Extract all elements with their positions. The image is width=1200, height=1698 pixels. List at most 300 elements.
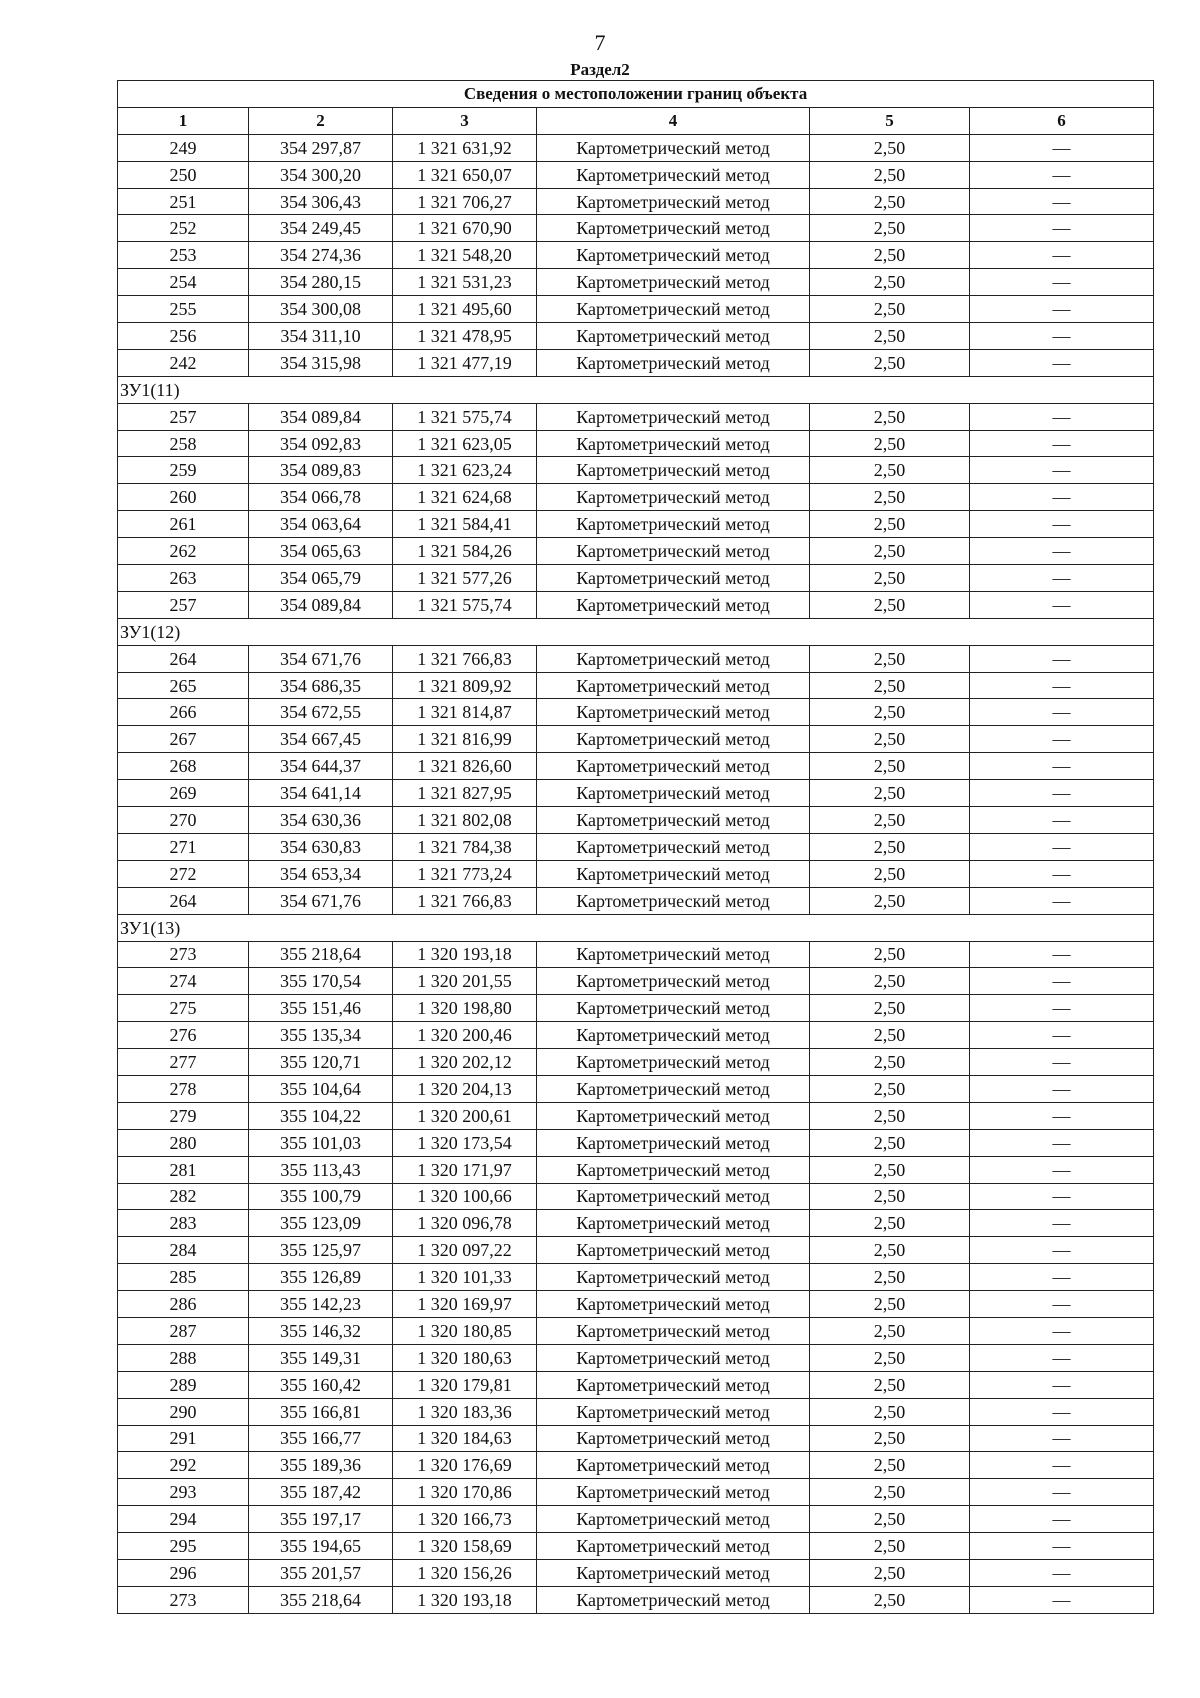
x-coordinate-cell: 354 063,64: [249, 511, 393, 538]
y-coordinate-cell: 1 320 193,18: [393, 941, 537, 968]
y-coordinate-cell: 1 321 766,83: [393, 645, 537, 672]
column-header: 2: [249, 107, 393, 134]
y-coordinate-cell: 1 320 097,22: [393, 1237, 537, 1264]
note-cell: —: [970, 134, 1154, 161]
page-number: 7: [594, 30, 606, 55]
note-cell: —: [970, 1264, 1154, 1291]
point-number-cell: 264: [118, 887, 249, 914]
y-coordinate-cell: 1 321 623,05: [393, 430, 537, 457]
method-cell: Картометрический метод: [537, 860, 810, 887]
table-row: [118, 1264, 1154, 1291]
method-cell: Картометрический метод: [537, 1022, 810, 1049]
column-header: 3: [393, 107, 537, 134]
table-row: [118, 215, 1154, 242]
accuracy-cell: 2,50: [810, 995, 970, 1022]
accuracy-cell: 2,50: [810, 1559, 970, 1586]
x-coordinate-cell: 354 630,83: [249, 833, 393, 860]
table-row: [118, 753, 1154, 780]
x-coordinate-cell: 354 672,55: [249, 699, 393, 726]
column-header: 1: [118, 107, 249, 134]
x-coordinate-cell: 354 667,45: [249, 726, 393, 753]
point-number-cell: 263: [118, 565, 249, 592]
point-number-cell: 286: [118, 1291, 249, 1318]
point-number-cell: 269: [118, 780, 249, 807]
y-coordinate-cell: 1 321 766,83: [393, 887, 537, 914]
y-coordinate-cell: 1 321 624,68: [393, 484, 537, 511]
point-number-cell: 275: [118, 995, 249, 1022]
point-number-cell: 287: [118, 1317, 249, 1344]
method-cell: Картометрический метод: [537, 1452, 810, 1479]
y-coordinate-cell: 1 321 577,26: [393, 565, 537, 592]
accuracy-cell: 2,50: [810, 941, 970, 968]
x-coordinate-cell: 355 166,77: [249, 1425, 393, 1452]
accuracy-cell: 2,50: [810, 296, 970, 323]
accuracy-cell: 2,50: [810, 1371, 970, 1398]
accuracy-cell: 2,50: [810, 1479, 970, 1506]
method-cell: Картометрический метод: [537, 887, 810, 914]
accuracy-cell: 2,50: [810, 726, 970, 753]
method-cell: Картометрический метод: [537, 457, 810, 484]
note-cell: —: [970, 538, 1154, 565]
point-number-cell: 277: [118, 1049, 249, 1076]
point-number-cell: 279: [118, 1102, 249, 1129]
note-cell: —: [970, 323, 1154, 350]
method-cell: Картометрический метод: [537, 1291, 810, 1318]
method-cell: Картометрический метод: [537, 538, 810, 565]
table-row: [118, 1371, 1154, 1398]
point-number-cell: 284: [118, 1237, 249, 1264]
point-number-cell: 255: [118, 296, 249, 323]
method-cell: Картометрический метод: [537, 753, 810, 780]
note-cell: —: [970, 780, 1154, 807]
y-coordinate-cell: 1 320 176,69: [393, 1452, 537, 1479]
method-cell: Картометрический метод: [537, 1049, 810, 1076]
x-coordinate-cell: 355 151,46: [249, 995, 393, 1022]
method-cell: Картометрический метод: [537, 1533, 810, 1560]
accuracy-cell: 2,50: [810, 430, 970, 457]
x-coordinate-cell: 354 671,76: [249, 645, 393, 672]
note-cell: —: [970, 484, 1154, 511]
x-coordinate-cell: 354 686,35: [249, 672, 393, 699]
note-cell: —: [970, 1398, 1154, 1425]
accuracy-cell: 2,50: [810, 1398, 970, 1425]
y-coordinate-cell: 1 320 204,13: [393, 1075, 537, 1102]
accuracy-cell: 2,50: [810, 1586, 970, 1613]
accuracy-cell: 2,50: [810, 1425, 970, 1452]
y-coordinate-cell: 1 321 816,99: [393, 726, 537, 753]
method-cell: Картометрический метод: [537, 1317, 810, 1344]
note-cell: —: [970, 296, 1154, 323]
table-row: [118, 1506, 1154, 1533]
method-cell: Картометрический метод: [537, 1344, 810, 1371]
y-coordinate-cell: 1 320 202,12: [393, 1049, 537, 1076]
y-coordinate-cell: 1 320 200,61: [393, 1102, 537, 1129]
y-coordinate-cell: 1 321 623,24: [393, 457, 537, 484]
method-cell: Картометрический метод: [537, 242, 810, 269]
y-coordinate-cell: 1 320 169,97: [393, 1291, 537, 1318]
note-cell: —: [970, 242, 1154, 269]
point-number-cell: 270: [118, 807, 249, 834]
table-row: [118, 645, 1154, 672]
y-coordinate-cell: 1 320 183,36: [393, 1398, 537, 1425]
table-row: [118, 1586, 1154, 1613]
x-coordinate-cell: 355 104,64: [249, 1075, 393, 1102]
x-coordinate-cell: 355 125,97: [249, 1237, 393, 1264]
x-coordinate-cell: 355 194,65: [249, 1533, 393, 1560]
table-row: [118, 1317, 1154, 1344]
note-cell: —: [970, 699, 1154, 726]
point-number-cell: 290: [118, 1398, 249, 1425]
y-coordinate-cell: 1 320 158,69: [393, 1533, 537, 1560]
y-coordinate-cell: 1 320 101,33: [393, 1264, 537, 1291]
table-row: [118, 1533, 1154, 1560]
accuracy-cell: 2,50: [810, 1102, 970, 1129]
accuracy-cell: 2,50: [810, 807, 970, 834]
x-coordinate-cell: 354 066,78: [249, 484, 393, 511]
point-number-cell: 266: [118, 699, 249, 726]
x-coordinate-cell: 355 160,42: [249, 1371, 393, 1398]
y-coordinate-cell: 1 320 100,66: [393, 1183, 537, 1210]
point-number-cell: 296: [118, 1559, 249, 1586]
x-coordinate-cell: 354 249,45: [249, 215, 393, 242]
note-cell: —: [970, 1586, 1154, 1613]
accuracy-cell: 2,50: [810, 538, 970, 565]
table-row: [118, 1452, 1154, 1479]
point-number-cell: 264: [118, 645, 249, 672]
table-row: [118, 242, 1154, 269]
note-cell: —: [970, 269, 1154, 296]
accuracy-cell: 2,50: [810, 1129, 970, 1156]
point-number-cell: 292: [118, 1452, 249, 1479]
method-cell: Картометрический метод: [537, 1425, 810, 1452]
x-coordinate-cell: 355 101,03: [249, 1129, 393, 1156]
table-caption-row: [118, 81, 1154, 108]
table-row: [118, 941, 1154, 968]
y-coordinate-cell: 1 320 096,78: [393, 1210, 537, 1237]
method-cell: Картометрический метод: [537, 349, 810, 376]
y-coordinate-cell: 1 320 173,54: [393, 1129, 537, 1156]
accuracy-cell: 2,50: [810, 1183, 970, 1210]
table-row: [118, 1210, 1154, 1237]
y-coordinate-cell: 1 321 826,60: [393, 753, 537, 780]
method-cell: Картометрический метод: [537, 807, 810, 834]
y-coordinate-cell: 1 321 814,87: [393, 699, 537, 726]
point-number-cell: 295: [118, 1533, 249, 1560]
point-number-cell: 260: [118, 484, 249, 511]
point-number-cell: 261: [118, 511, 249, 538]
table-row: [118, 1156, 1154, 1183]
note-cell: —: [970, 753, 1154, 780]
table-row: [118, 699, 1154, 726]
table-row: [118, 968, 1154, 995]
accuracy-cell: 2,50: [810, 242, 970, 269]
land-plot-label: ЗУ1(13): [118, 914, 1154, 941]
note-cell: —: [970, 1156, 1154, 1183]
note-cell: —: [970, 1291, 1154, 1318]
note-cell: —: [970, 726, 1154, 753]
note-cell: —: [970, 887, 1154, 914]
method-cell: Картометрический метод: [537, 323, 810, 350]
x-coordinate-cell: 355 189,36: [249, 1452, 393, 1479]
table-row: [118, 134, 1154, 161]
x-coordinate-cell: 355 187,42: [249, 1479, 393, 1506]
point-number-cell: 274: [118, 968, 249, 995]
method-cell: Картометрический метод: [537, 1264, 810, 1291]
x-coordinate-cell: 355 166,81: [249, 1398, 393, 1425]
y-coordinate-cell: 1 321 575,74: [393, 403, 537, 430]
accuracy-cell: 2,50: [810, 188, 970, 215]
point-number-cell: 259: [118, 457, 249, 484]
point-number-cell: 258: [118, 430, 249, 457]
table-row: [118, 161, 1154, 188]
x-coordinate-cell: 354 644,37: [249, 753, 393, 780]
table-row: [118, 672, 1154, 699]
table-row: [118, 349, 1154, 376]
accuracy-cell: 2,50: [810, 269, 970, 296]
accuracy-cell: 2,50: [810, 699, 970, 726]
y-coordinate-cell: 1 320 179,81: [393, 1371, 537, 1398]
method-cell: Картометрический метод: [537, 1210, 810, 1237]
accuracy-cell: 2,50: [810, 1317, 970, 1344]
note-cell: —: [970, 1129, 1154, 1156]
method-cell: Картометрический метод: [537, 511, 810, 538]
y-coordinate-cell: 1 320 184,63: [393, 1425, 537, 1452]
y-coordinate-cell: 1 321 477,19: [393, 349, 537, 376]
group-header-row: [118, 618, 1154, 645]
land-plot-label: ЗУ1(12): [118, 618, 1154, 645]
point-number-cell: 267: [118, 726, 249, 753]
method-cell: Картометрический метод: [537, 1075, 810, 1102]
table-row: [118, 565, 1154, 592]
note-cell: —: [970, 1210, 1154, 1237]
x-coordinate-cell: 354 089,83: [249, 457, 393, 484]
table-row: [118, 887, 1154, 914]
table-row: [118, 1102, 1154, 1129]
group-header-row: [118, 914, 1154, 941]
table-row: [118, 780, 1154, 807]
method-cell: Картометрический метод: [537, 699, 810, 726]
point-number-cell: 257: [118, 403, 249, 430]
y-coordinate-cell: 1 321 575,74: [393, 591, 537, 618]
note-cell: —: [970, 968, 1154, 995]
point-number-cell: 254: [118, 269, 249, 296]
method-cell: Картометрический метод: [537, 941, 810, 968]
y-coordinate-cell: 1 321 773,24: [393, 860, 537, 887]
note-cell: —: [970, 1506, 1154, 1533]
point-number-cell: 293: [118, 1479, 249, 1506]
accuracy-cell: 2,50: [810, 860, 970, 887]
table-row: [118, 1237, 1154, 1264]
table-row: [118, 1398, 1154, 1425]
point-number-cell: 291: [118, 1425, 249, 1452]
table-row: [118, 188, 1154, 215]
x-coordinate-cell: 354 274,36: [249, 242, 393, 269]
method-cell: Картометрический метод: [537, 215, 810, 242]
accuracy-cell: 2,50: [810, 1022, 970, 1049]
method-cell: Картометрический метод: [537, 1156, 810, 1183]
method-cell: Картометрический метод: [537, 833, 810, 860]
x-coordinate-cell: 354 641,14: [249, 780, 393, 807]
accuracy-cell: 2,50: [810, 1049, 970, 1076]
accuracy-cell: 2,50: [810, 1156, 970, 1183]
y-coordinate-cell: 1 321 584,26: [393, 538, 537, 565]
y-coordinate-cell: 1 321 650,07: [393, 161, 537, 188]
method-cell: Картометрический метод: [537, 1506, 810, 1533]
table-row: [118, 403, 1154, 430]
x-coordinate-cell: 354 297,87: [249, 134, 393, 161]
x-coordinate-cell: 354 300,20: [249, 161, 393, 188]
table-row: [118, 296, 1154, 323]
x-coordinate-cell: 354 300,08: [249, 296, 393, 323]
accuracy-cell: 2,50: [810, 753, 970, 780]
accuracy-cell: 2,50: [810, 887, 970, 914]
x-coordinate-cell: 354 065,63: [249, 538, 393, 565]
table-row: [118, 484, 1154, 511]
table-caption: Сведения о местоположении границ объекта: [118, 81, 1154, 108]
point-number-cell: 256: [118, 323, 249, 350]
note-cell: —: [970, 215, 1154, 242]
note-cell: —: [970, 833, 1154, 860]
accuracy-cell: 2,50: [810, 484, 970, 511]
table-row: [118, 726, 1154, 753]
accuracy-cell: 2,50: [810, 1344, 970, 1371]
accuracy-cell: 2,50: [810, 1291, 970, 1318]
table-body: [118, 134, 1154, 1613]
y-coordinate-cell: 1 320 166,73: [393, 1506, 537, 1533]
method-cell: Картометрический метод: [537, 430, 810, 457]
method-cell: Картометрический метод: [537, 1102, 810, 1129]
table-row: [118, 995, 1154, 1022]
table-row: [118, 591, 1154, 618]
point-number-cell: 262: [118, 538, 249, 565]
point-number-cell: 257: [118, 591, 249, 618]
y-coordinate-cell: 1 321 478,95: [393, 323, 537, 350]
column-header: 4: [537, 107, 810, 134]
x-coordinate-cell: 354 089,84: [249, 591, 393, 618]
method-cell: Картометрический метод: [537, 672, 810, 699]
method-cell: Картометрический метод: [537, 188, 810, 215]
note-cell: —: [970, 1102, 1154, 1129]
note-cell: —: [970, 1533, 1154, 1560]
x-coordinate-cell: 355 100,79: [249, 1183, 393, 1210]
y-coordinate-cell: 1 321 531,23: [393, 269, 537, 296]
accuracy-cell: 2,50: [810, 349, 970, 376]
method-cell: Картометрический метод: [537, 726, 810, 753]
accuracy-cell: 2,50: [810, 215, 970, 242]
method-cell: Картометрический метод: [537, 1237, 810, 1264]
accuracy-cell: 2,50: [810, 134, 970, 161]
method-cell: Картометрический метод: [537, 645, 810, 672]
table-row: [118, 1049, 1154, 1076]
note-cell: —: [970, 1452, 1154, 1479]
table-row: [118, 1183, 1154, 1210]
boundary-coordinates-table: [117, 80, 1154, 1614]
x-coordinate-cell: 355 218,64: [249, 1586, 393, 1613]
note-cell: —: [970, 1425, 1154, 1452]
point-number-cell: 253: [118, 242, 249, 269]
method-cell: Картометрический метод: [537, 565, 810, 592]
note-cell: —: [970, 995, 1154, 1022]
accuracy-cell: 2,50: [810, 1452, 970, 1479]
table-row: [118, 1022, 1154, 1049]
note-cell: —: [970, 1022, 1154, 1049]
point-number-cell: 272: [118, 860, 249, 887]
note-cell: —: [970, 565, 1154, 592]
note-cell: —: [970, 349, 1154, 376]
accuracy-cell: 2,50: [810, 323, 970, 350]
table-row: [118, 430, 1154, 457]
table-row: [118, 1425, 1154, 1452]
y-coordinate-cell: 1 320 180,63: [393, 1344, 537, 1371]
group-header-row: [118, 376, 1154, 403]
y-coordinate-cell: 1 320 156,26: [393, 1559, 537, 1586]
x-coordinate-cell: 354 092,83: [249, 430, 393, 457]
table-row: [118, 1129, 1154, 1156]
x-coordinate-cell: 355 123,09: [249, 1210, 393, 1237]
note-cell: —: [970, 1479, 1154, 1506]
x-coordinate-cell: 354 311,10: [249, 323, 393, 350]
y-coordinate-cell: 1 321 809,92: [393, 672, 537, 699]
table-row: [118, 833, 1154, 860]
accuracy-cell: 2,50: [810, 1533, 970, 1560]
point-number-cell: 289: [118, 1371, 249, 1398]
accuracy-cell: 2,50: [810, 161, 970, 188]
point-number-cell: 280: [118, 1129, 249, 1156]
note-cell: —: [970, 1237, 1154, 1264]
table-row: [118, 1075, 1154, 1102]
table-row: [118, 860, 1154, 887]
table-row: [118, 269, 1154, 296]
x-coordinate-cell: 354 065,79: [249, 565, 393, 592]
method-cell: Картометрический метод: [537, 403, 810, 430]
method-cell: Картометрический метод: [537, 968, 810, 995]
column-number-row: [118, 107, 1154, 134]
y-coordinate-cell: 1 320 201,55: [393, 968, 537, 995]
point-number-cell: 283: [118, 1210, 249, 1237]
method-cell: Картометрический метод: [537, 1398, 810, 1425]
note-cell: —: [970, 403, 1154, 430]
point-number-cell: 242: [118, 349, 249, 376]
method-cell: Картометрический метод: [537, 296, 810, 323]
table-row: [118, 1291, 1154, 1318]
point-number-cell: 288: [118, 1344, 249, 1371]
x-coordinate-cell: 355 201,57: [249, 1559, 393, 1586]
accuracy-cell: 2,50: [810, 403, 970, 430]
x-coordinate-cell: 355 113,43: [249, 1156, 393, 1183]
x-coordinate-cell: 355 135,34: [249, 1022, 393, 1049]
y-coordinate-cell: 1 321 670,90: [393, 215, 537, 242]
y-coordinate-cell: 1 321 802,08: [393, 807, 537, 834]
method-cell: Картометрический метод: [537, 484, 810, 511]
note-cell: —: [970, 807, 1154, 834]
note-cell: —: [970, 1559, 1154, 1586]
point-number-cell: 252: [118, 215, 249, 242]
x-coordinate-cell: 354 630,36: [249, 807, 393, 834]
note-cell: —: [970, 860, 1154, 887]
note-cell: —: [970, 430, 1154, 457]
x-coordinate-cell: 355 170,54: [249, 968, 393, 995]
table-row: [118, 807, 1154, 834]
note-cell: —: [970, 161, 1154, 188]
point-number-cell: 273: [118, 1586, 249, 1613]
y-coordinate-cell: 1 320 198,80: [393, 995, 537, 1022]
column-header: 6: [970, 107, 1154, 134]
method-cell: Картометрический метод: [537, 269, 810, 296]
table-row: [118, 1344, 1154, 1371]
point-number-cell: 281: [118, 1156, 249, 1183]
accuracy-cell: 2,50: [810, 1210, 970, 1237]
x-coordinate-cell: 355 149,31: [249, 1344, 393, 1371]
